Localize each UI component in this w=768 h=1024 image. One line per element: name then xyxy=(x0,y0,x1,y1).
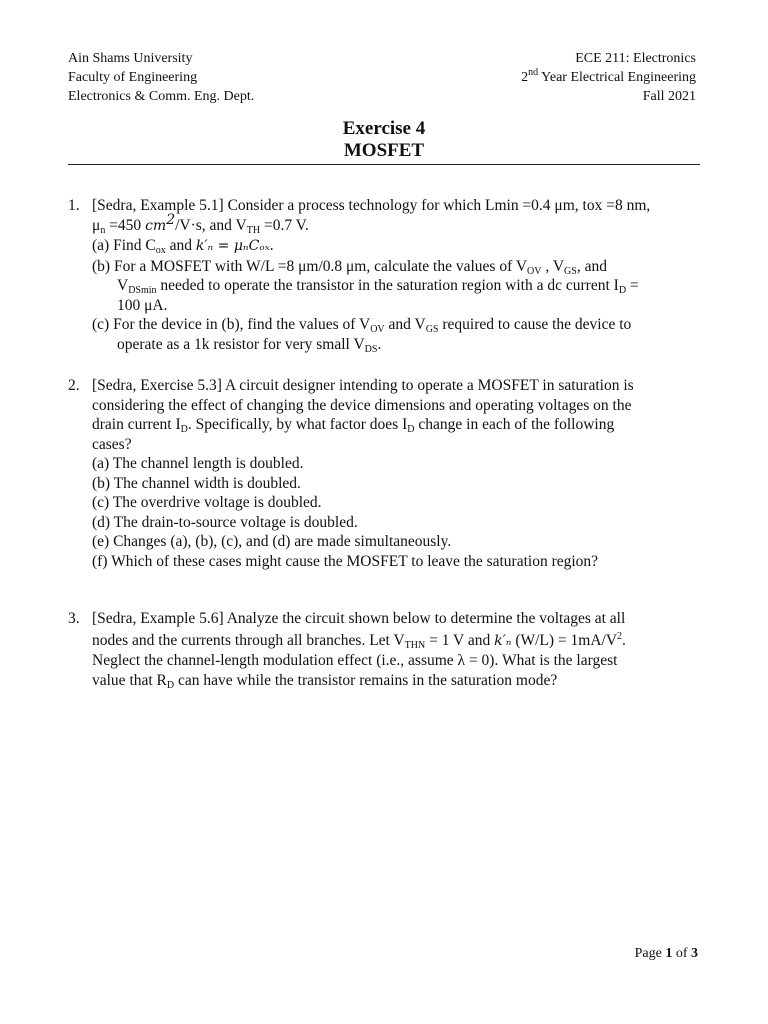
q2-case-b: (b) The channel width is doubled. xyxy=(92,474,301,492)
q2-case-d: (d) The drain-to-source voltage is doubled. xyxy=(92,513,358,531)
question-number: 2. xyxy=(68,377,80,394)
q2-case-f: (f) Which of these cases might cause the MOSFET to leave the saturation region? xyxy=(92,552,599,570)
q1-line-1: [Sedra, Example 5.1] Consider a process technology for which Lmin =0.4 μm, tox =8 nm, xyxy=(92,197,651,214)
header-left xyxy=(68,49,254,106)
q3-line-3: Neglect the channel-length modulation effect (i.e., assume λ = 0). What is the largest xyxy=(92,652,618,669)
header-right xyxy=(521,49,696,106)
page-number: Page 1 of 3 xyxy=(634,946,698,961)
q2-case-a: (a) The channel length is doubled. xyxy=(92,455,304,472)
q2-line-4: cases? xyxy=(92,435,132,453)
q1-part-c: (c) For the device in (b), find the values of $V_{OV}$ and $V_{GS}$ required to cause the device to xyxy=(92,316,632,335)
q3-line-1: [Sedra, Example 5.6] Analyze the circuit shown below to determine the voltages at all xyxy=(92,610,626,627)
title-divider xyxy=(68,164,700,165)
q1-part-b-cont-1: $V_{DSmin}$ needed to operate the transistor in the saturation region with a dc current $I_D$ = xyxy=(117,277,639,296)
question-3 xyxy=(68,609,700,690)
term: Fall 2021 xyxy=(642,89,696,104)
faculty-name: Faculty of Engineering xyxy=(68,70,198,85)
q1-part-b-cont-2: 100 μA. xyxy=(117,296,168,314)
course-code: ECE 211: Electronics xyxy=(575,51,696,66)
year-line: 2nd Year Electrical Engineering xyxy=(521,67,696,85)
department-name: Electronics & Comm. Eng. Dept. xyxy=(68,89,255,104)
kn-prime-formula: k′ₙ = μₙCₒₓ xyxy=(195,238,270,254)
q3-line-4: value that $R_D$ can have while the transistor remains in the saturation mode? xyxy=(92,671,558,691)
question-number: 3. xyxy=(68,610,80,627)
q2-case-e: (e) Changes (a), (b), (c), and (d) are made simultaneously. xyxy=(92,533,452,550)
question-1 xyxy=(68,196,700,354)
q2-line-3: drain current $I_D$. Specifically, by what factor does $I_D$ change in each of the following xyxy=(92,416,615,435)
q2-line-1: [Sedra, Exercise 5.3] A circuit designer intending to operate a MOSFET in saturation is xyxy=(92,377,634,394)
topic-title: MOSFET xyxy=(343,140,425,161)
q2-line-2: considering the effect of changing the device dimensions and operating voltages on the xyxy=(92,396,632,414)
question-2 xyxy=(68,376,700,571)
university-name: Ain Shams University xyxy=(68,51,193,66)
q1-line-2: $\mu_n =450$ $cm^2/V\cdot s$, and $V_{TH} =0.7$ V. xyxy=(92,211,309,236)
q1-part-b: (b) For a MOSFET with W/L =8 μm/0.8 μm, calculate the values of $V_{OV}$ , $V_{GS}$, and xyxy=(92,257,607,277)
question-number: 1. xyxy=(68,197,80,214)
q3-line-2: nodes and the currents through all branches. Let $V_{THN} = 1$ V and k′ₙ $(W/L) = 1mA/V^2$. xyxy=(92,630,626,651)
q2-case-c: (c) The overdrive voltage is doubled. xyxy=(92,494,322,511)
q1-part-c-cont: operate as a 1k resistor for very small $V_{DS}$. xyxy=(117,335,382,355)
exercise-title: Exercise 4 xyxy=(342,118,426,139)
q1-part-a: (a) Find $C_{ox}$ and k′ₙ = μₙCₒₓ. xyxy=(92,237,274,256)
page-title xyxy=(0,118,768,162)
